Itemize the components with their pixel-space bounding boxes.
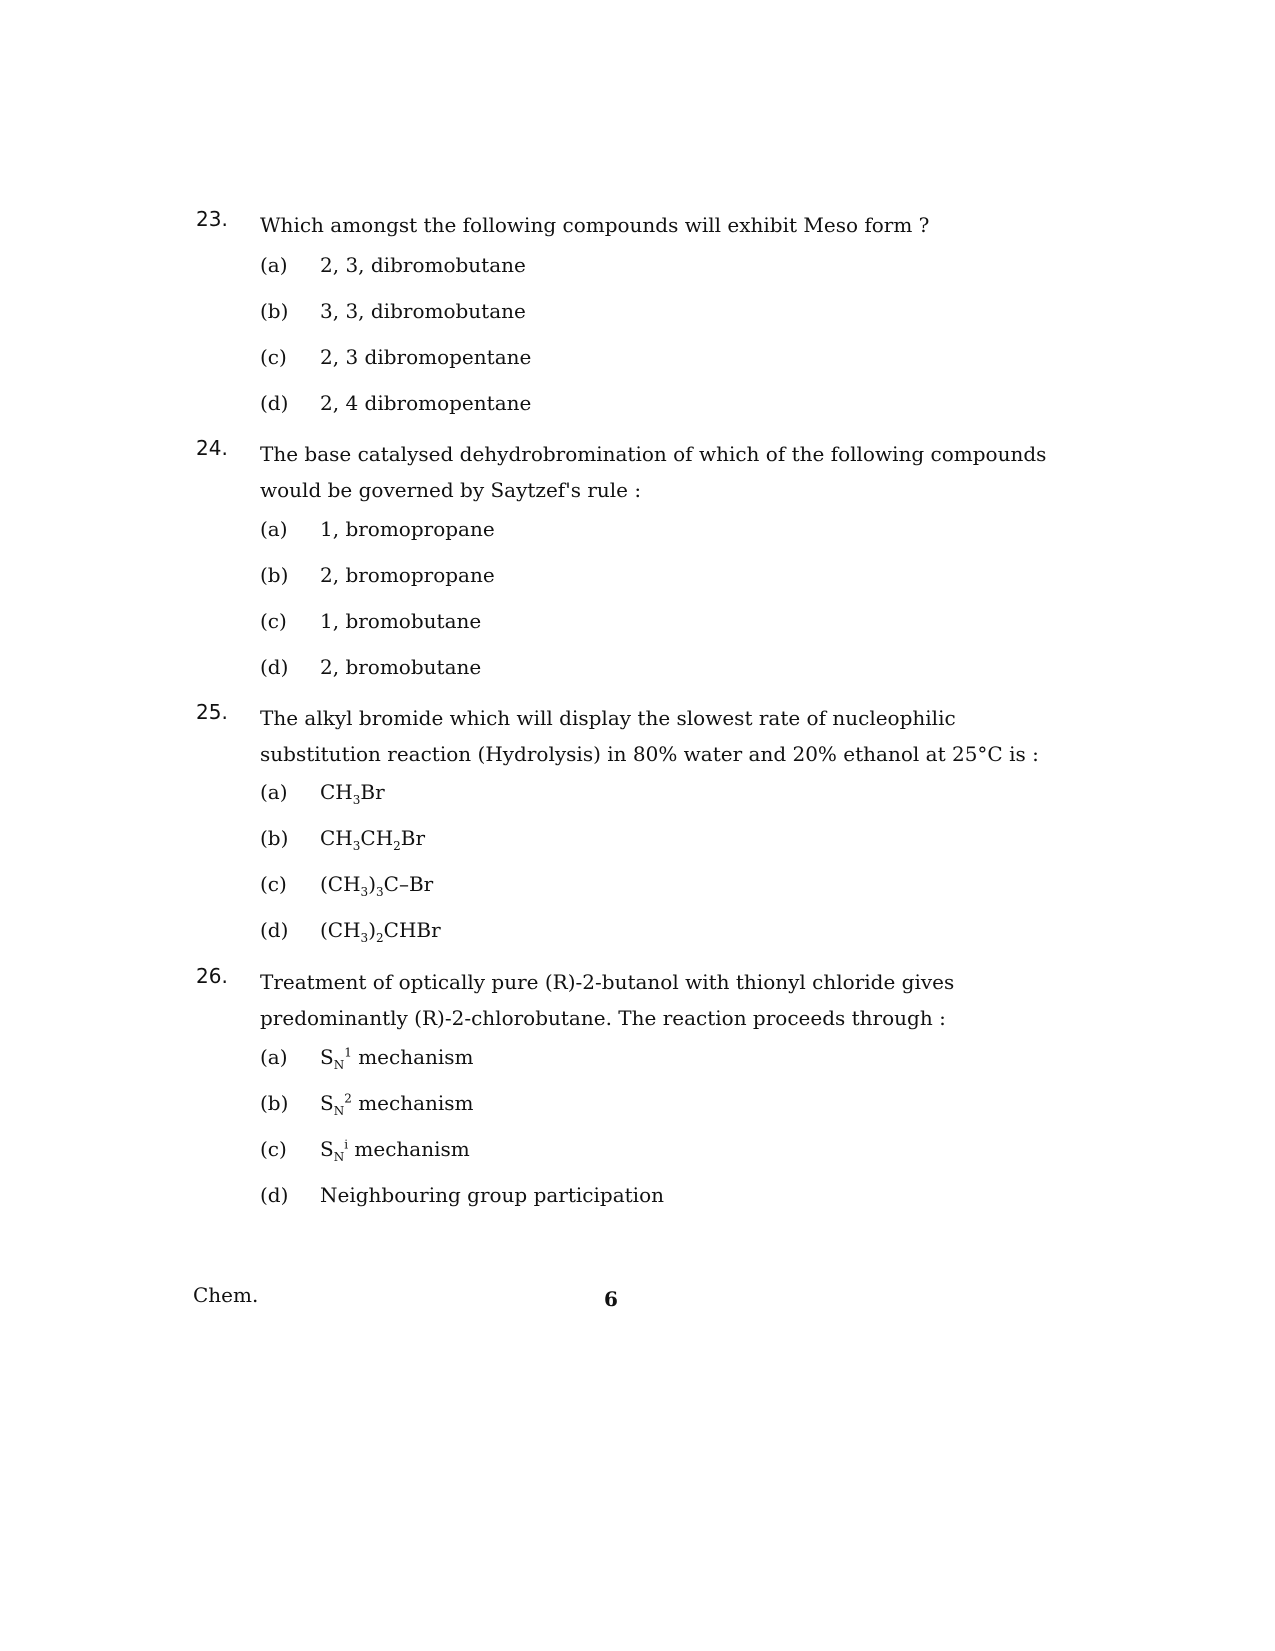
option-label: (a): [260, 780, 288, 804]
formula-subscript: N: [333, 1150, 345, 1164]
option-label: (c): [260, 345, 287, 369]
option-text: 1, bromopropane: [320, 517, 495, 541]
option-label: (b): [260, 1091, 289, 1115]
option-text: 1, bromobutane: [320, 609, 482, 633]
formula-part: ): [368, 872, 376, 896]
option-label: (d): [260, 391, 289, 415]
option-label: (a): [260, 517, 288, 541]
formula-isopropyl-bromide: [320, 918, 441, 945]
formula-ch3ch2br: [320, 826, 425, 853]
formula-subscript: N: [333, 1058, 345, 1072]
formula-part: C–Br: [383, 872, 434, 896]
formula-subscript: 3: [376, 885, 384, 899]
option-label: (c): [260, 609, 287, 633]
formula-part: ): [368, 918, 376, 942]
option-d: [260, 918, 1040, 964]
formula-part: S: [320, 1137, 334, 1161]
option-rest: mechanism: [358, 1045, 474, 1069]
mechanism-sn2: [320, 1091, 474, 1118]
option-text: 2, bromobutane: [320, 655, 482, 679]
option-label: (d): [260, 655, 289, 679]
formula-superscript: i: [344, 1137, 349, 1152]
question-text: Treatment of optically pure (R)-2-butanol with thionyl chloride gives predominantly (R)-2-chlorobutane. The reaction proceeds through :: [260, 970, 955, 1030]
option-a: [260, 253, 1040, 299]
option-b: [260, 1091, 1040, 1137]
question-number: 25.: [196, 700, 228, 724]
question-text: The base catalysed dehydrobromination of which of the following compounds would be governed by Saytzef's rule :: [260, 442, 1047, 502]
formula-subscript: 3: [360, 885, 369, 899]
mechanism-sn1: [320, 1045, 474, 1072]
formula-part: Br: [360, 780, 385, 804]
option-label: (b): [260, 299, 289, 323]
option-label: (b): [260, 826, 289, 850]
options-list: [260, 1045, 1040, 1229]
option-label: (d): [260, 1183, 289, 1207]
formula-subscript: 2: [376, 931, 384, 945]
page-number: 6: [604, 1287, 618, 1311]
question-number: 24.: [196, 436, 228, 460]
formula-subscript: 3: [360, 931, 369, 945]
option-text: Neighbouring group participation: [320, 1183, 664, 1207]
option-d: [260, 655, 1040, 701]
formula-subscript: 3: [352, 839, 361, 853]
option-d: [260, 1183, 1040, 1229]
formula-superscript: 2: [344, 1091, 352, 1106]
formula-subscript: 2: [393, 839, 401, 853]
option-text: 2, 3, dibromobutane: [320, 253, 526, 277]
formula-part: CH: [320, 826, 353, 850]
formula-superscript: 1: [344, 1045, 352, 1060]
option-d: [260, 391, 1040, 437]
formula-part: Br: [400, 826, 426, 850]
option-label: (c): [260, 1137, 287, 1161]
option-label: (d): [260, 918, 289, 942]
option-c: [260, 345, 1040, 391]
option-a: [260, 780, 1040, 826]
option-label: (b): [260, 563, 289, 587]
subject-footer: Chem.: [193, 1283, 259, 1307]
option-c: [260, 872, 1040, 918]
formula-tert-butyl-bromide: [320, 872, 433, 899]
option-a: [260, 517, 1040, 563]
options-list: [260, 517, 1040, 701]
option-label: (a): [260, 1045, 288, 1069]
formula-subscript: N: [333, 1104, 345, 1118]
formula-part: (CH: [320, 872, 361, 896]
mechanism-sni: [320, 1137, 470, 1164]
options-list: [260, 253, 1040, 437]
option-text: 2, 4 dibromopentane: [320, 391, 532, 415]
option-rest: mechanism: [354, 1137, 470, 1161]
option-c: [260, 1137, 1040, 1183]
formula-ch3br: [320, 780, 385, 807]
option-text: 2, bromopropane: [320, 563, 495, 587]
options-list: [260, 780, 1040, 964]
option-c: [260, 609, 1040, 655]
formula-subscript: 3: [352, 793, 361, 807]
formula-part: S: [320, 1045, 334, 1069]
option-b: [260, 563, 1040, 609]
option-text: 2, 3 dibromopentane: [320, 345, 532, 369]
formula-part: CH: [320, 780, 353, 804]
option-b: [260, 826, 1040, 872]
option-text: 3, 3, dibromobutane: [320, 299, 526, 323]
option-label: (c): [260, 872, 287, 896]
formula-part: (CH: [320, 918, 361, 942]
formula-part: S: [320, 1091, 334, 1115]
question-number: 23.: [196, 207, 228, 231]
option-b: [260, 299, 1040, 345]
question-number: 26.: [196, 964, 228, 988]
option-label: (a): [260, 253, 288, 277]
question-text: The alkyl bromide which will display the slowest rate of nucleophilic substitution reaction (Hydrolysis) in 80% water and 20% ethanol at 25°C is :: [260, 706, 1039, 766]
formula-part: CH: [360, 826, 394, 850]
formula-part: CHBr: [383, 918, 441, 942]
question-text: Which amongst the following compounds will exhibit Meso form ?: [260, 213, 930, 237]
option-rest: mechanism: [358, 1091, 474, 1115]
option-a: [260, 1045, 1040, 1091]
